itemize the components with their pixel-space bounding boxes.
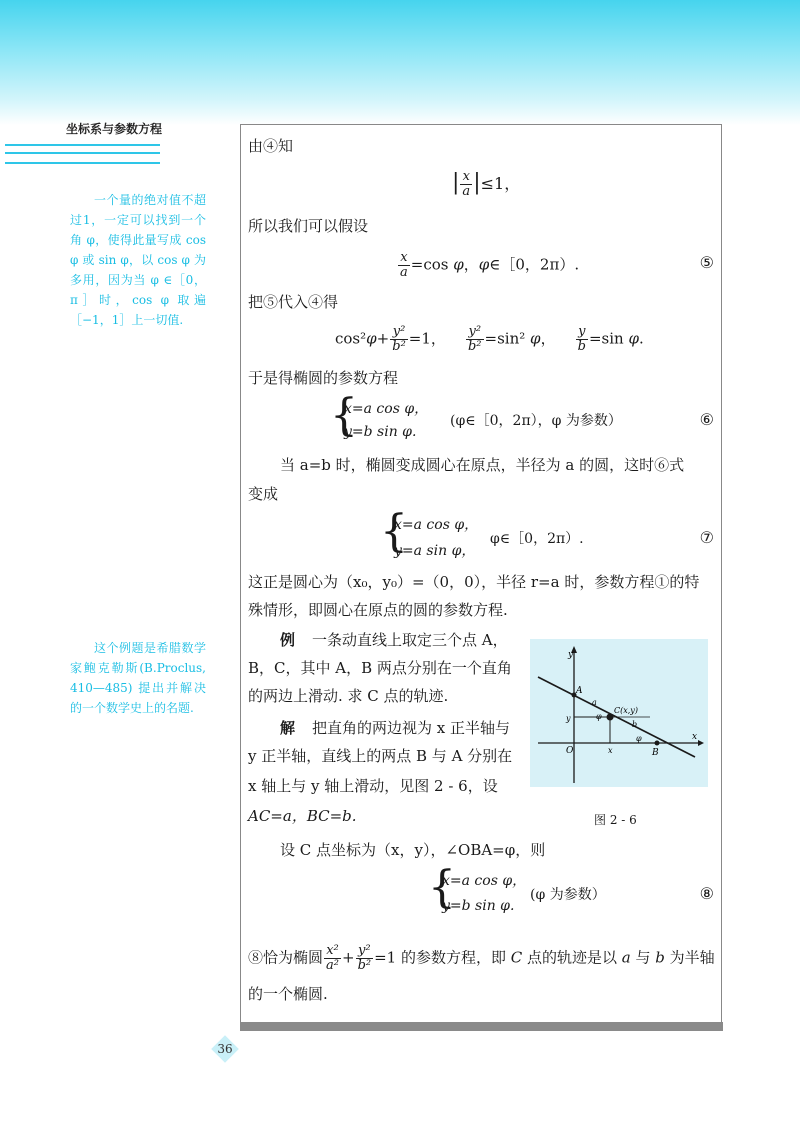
paragraph-line: ⑧恰为椭圆 $\frac{\text{x²}}{\text{a²}}$ + $\frac{\text{y²}}{\text{b²}}$ =1 的参数方程，即 C 点的轨迹是以 a 与 b 为半轴 bbox=[248, 943, 715, 973]
point-c bbox=[607, 714, 614, 721]
equation-5: $\frac{x}{a}$ =cos φ，φ∈［0，2π）. bbox=[400, 250, 580, 280]
brace: { bbox=[330, 390, 358, 441]
paragraph-line: 这正是圆心为（x₀，y₀）=（0，0），半径 r=a 时，参数方程①的特 bbox=[248, 573, 700, 591]
example-line: 的两边上滑动. 求 C 点的轨迹. bbox=[248, 687, 449, 705]
paragraph-line: 殊情形，即圆心在原点的圆的参数方程. bbox=[248, 601, 508, 619]
equation-number: ⑧ bbox=[699, 884, 714, 903]
sys7-y: y=a sin φ， bbox=[394, 543, 476, 559]
text-line: 于是得椭圆的参数方程 bbox=[248, 369, 399, 387]
header-rule bbox=[5, 144, 160, 146]
equation-substitution: cos²φ+ $\frac{\text{y²}}{\text{b²}}$ =1， $\frac{\text{y²}}{\text{b²}}$ =sin² φ， $\frac{y}{b}$ =sin φ. bbox=[335, 324, 644, 354]
label-phi-1: φ bbox=[596, 712, 602, 721]
label-y-axis: y bbox=[568, 650, 574, 660]
paragraph-line: 的一个椭圆. bbox=[248, 985, 328, 1003]
side-note-1: 一个量的绝对值不超过1，一定可以找到一个角 φ，使得此量写成 cos φ 或 sin φ，以 cos φ 为多用，因为当 φ ∈［0，π］时，cos φ 取遍［−1，1］上一切值. bbox=[70, 193, 206, 327]
paragraph-line: 变成 bbox=[248, 485, 279, 503]
sys8-condition: (φ 为参数） bbox=[530, 887, 606, 903]
brace: { bbox=[428, 862, 456, 913]
figure-caption: 图 2 - 6 bbox=[594, 813, 637, 827]
label-phi-2: φ bbox=[636, 734, 642, 743]
label-segment-b: b bbox=[632, 720, 638, 729]
solution-line: AC=a，BC=b. bbox=[248, 807, 357, 825]
label-y-coordinate: y bbox=[566, 714, 571, 723]
brace: { bbox=[380, 506, 408, 557]
header-band bbox=[0, 0, 800, 125]
paragraph-line: 设 C 点坐标为（x，y），∠OBA=φ，则 bbox=[280, 841, 546, 859]
solution-line: 把直角的两边视为 x 正半轴与 bbox=[312, 719, 510, 737]
label-segment-a: a bbox=[592, 698, 597, 707]
equation-abs: | $\frac{x}{a}$ |≤1， bbox=[452, 169, 521, 199]
sys6-x: x=a cos φ， bbox=[344, 401, 429, 417]
example-line: B，C，其中 A，B 两点分别在一个直角 bbox=[248, 659, 512, 677]
sys8-y: y=b sin φ. bbox=[442, 898, 515, 914]
content-box-bottom-bar bbox=[240, 1022, 723, 1031]
text-line: 由④知 bbox=[248, 137, 294, 155]
sys7-x: x=a cos φ， bbox=[394, 517, 479, 533]
header-rule bbox=[5, 152, 160, 154]
sys8-x: x=a cos φ， bbox=[442, 873, 527, 889]
side-note-2: 这个例题是希腊数学家鲍克勒斯(B.Proclus, 410—485) 提出并解决的一个数学史上的名题. bbox=[70, 641, 206, 715]
text-line: 所以我们可以假设 bbox=[248, 217, 369, 235]
example-line: 一条动直线上取定三个点 A， bbox=[312, 631, 508, 649]
equation-number: ⑤ bbox=[699, 253, 714, 272]
page-number: 36 bbox=[214, 1036, 236, 1062]
label-x-axis: x bbox=[692, 732, 698, 742]
sys6-condition: (φ∈［0，2π），φ 为参数） bbox=[450, 413, 622, 429]
label-c: C(x,y) bbox=[614, 706, 638, 715]
solution-line: x 轴上与 y 轴上滑动，见图 2 - 6，设 bbox=[248, 777, 498, 795]
label-origin: O bbox=[566, 746, 574, 756]
paragraph-line: 当 a=b 时，椭圆变成圆心在原点，半径为 a 的圆，这时⑥式 bbox=[280, 456, 685, 474]
example-label: 例 bbox=[280, 631, 296, 649]
equation-number: ⑥ bbox=[699, 410, 714, 429]
solution-line: y 正半轴，直线上的两点 B 与 A 分别在 bbox=[248, 747, 513, 765]
sys6-y: y=b sin φ. bbox=[344, 424, 417, 440]
point-b bbox=[655, 741, 660, 746]
sys7-condition: φ∈［0，2π）. bbox=[490, 531, 584, 547]
label-x-coordinate: x bbox=[608, 746, 613, 755]
header-rule bbox=[5, 162, 160, 164]
chapter-title: 坐标系与参数方程 bbox=[66, 122, 163, 136]
text-line: 把⑤代入④得 bbox=[248, 293, 339, 311]
solution-label: 解 bbox=[280, 719, 296, 737]
label-b: B bbox=[652, 748, 659, 758]
equation-number: ⑦ bbox=[699, 528, 714, 547]
label-a: A bbox=[576, 686, 583, 696]
figure-2-6 bbox=[530, 639, 708, 787]
